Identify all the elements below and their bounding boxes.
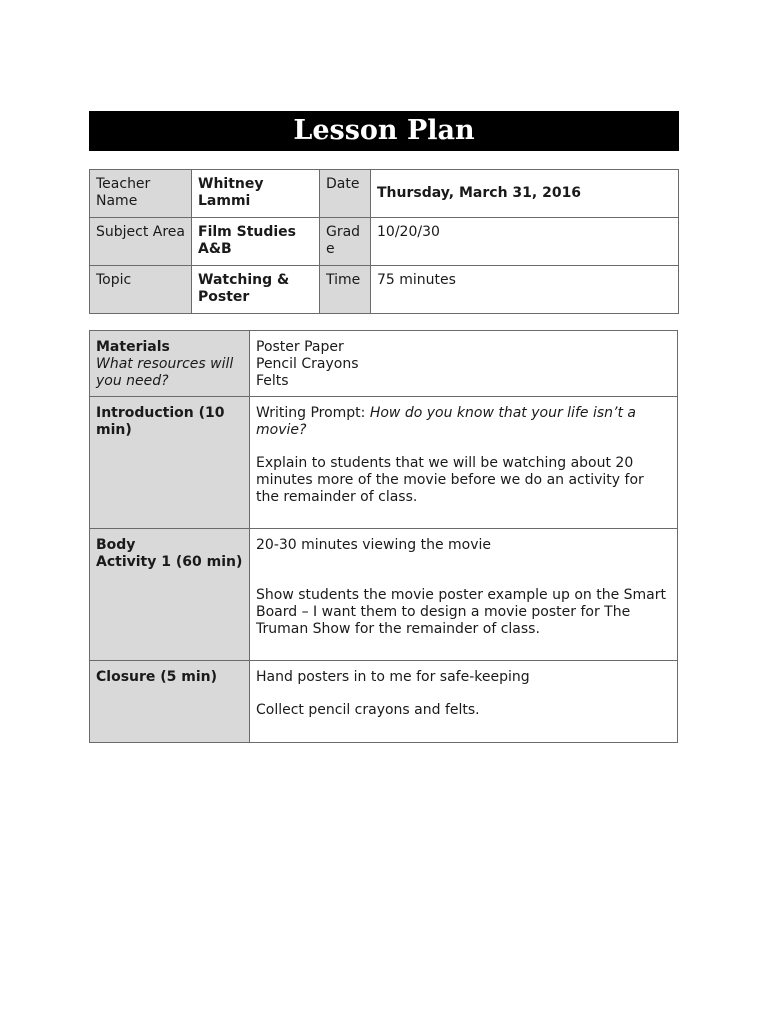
teacher-label: Teacher Name bbox=[90, 170, 192, 218]
closure-content bbox=[250, 661, 678, 743]
closure-paragraph-2: Collect pencil crayons and felts. bbox=[256, 702, 480, 718]
info-row-teacher bbox=[90, 170, 679, 218]
body-content bbox=[250, 529, 678, 661]
body-paragraph-2: Show students the movie poster example up on the Smart Board – I want them to design a movie poster for The Truman Show for the remainder of class. bbox=[256, 587, 666, 637]
introduction-label: Introduction (10 min) bbox=[90, 397, 250, 529]
time-label: Time bbox=[320, 266, 371, 314]
date-value: Thursday, March 31, 2016 bbox=[371, 170, 679, 218]
grade-value: 10/20/30 bbox=[371, 218, 679, 266]
introduction-row bbox=[90, 397, 678, 529]
body-label-cell bbox=[90, 529, 250, 661]
topic-value: Watching & Poster bbox=[192, 266, 320, 314]
materials-content bbox=[250, 331, 678, 397]
topic-label: Topic bbox=[90, 266, 192, 314]
materials-item: Felts bbox=[256, 373, 289, 389]
date-label: Date bbox=[320, 170, 371, 218]
grade-label: Grade bbox=[320, 218, 371, 266]
info-row-subject bbox=[90, 218, 679, 266]
activity-label: Activity 1 (60 min) bbox=[96, 554, 243, 570]
info-table bbox=[89, 169, 679, 314]
closure-label: Closure (5 min) bbox=[90, 661, 250, 743]
materials-row bbox=[90, 331, 678, 397]
closure-row bbox=[90, 661, 678, 743]
materials-item: Poster Paper bbox=[256, 339, 344, 355]
body-row bbox=[90, 529, 678, 661]
subject-value: Film Studies A&B bbox=[192, 218, 320, 266]
introduction-content bbox=[250, 397, 678, 529]
lesson-table bbox=[89, 330, 678, 743]
materials-sublabel: What resources will you need? bbox=[96, 356, 234, 389]
introduction-paragraph: Explain to students that we will be watching about 20 minutes more of the movie before we do an activity for the remainder of class. bbox=[256, 455, 644, 505]
subject-label: Subject Area bbox=[90, 218, 192, 266]
writing-prompt-question: How do you know that your life isn’t a movie? bbox=[256, 405, 636, 438]
materials-item: Pencil Crayons bbox=[256, 356, 359, 372]
materials-label-cell bbox=[90, 331, 250, 397]
teacher-value: Whitney Lammi bbox=[192, 170, 320, 218]
info-row-topic bbox=[90, 266, 679, 314]
time-value: 75 minutes bbox=[371, 266, 679, 314]
body-label: Body bbox=[96, 537, 136, 553]
body-paragraph-1: 20-30 minutes viewing the movie bbox=[256, 537, 492, 553]
materials-label: Materials bbox=[96, 339, 170, 355]
page-title: Lesson Plan bbox=[89, 111, 679, 151]
closure-paragraph-1: Hand posters in to me for safe-keeping bbox=[256, 669, 530, 685]
writing-prompt bbox=[256, 405, 671, 439]
writing-prompt-prefix: Writing Prompt: bbox=[256, 405, 370, 421]
